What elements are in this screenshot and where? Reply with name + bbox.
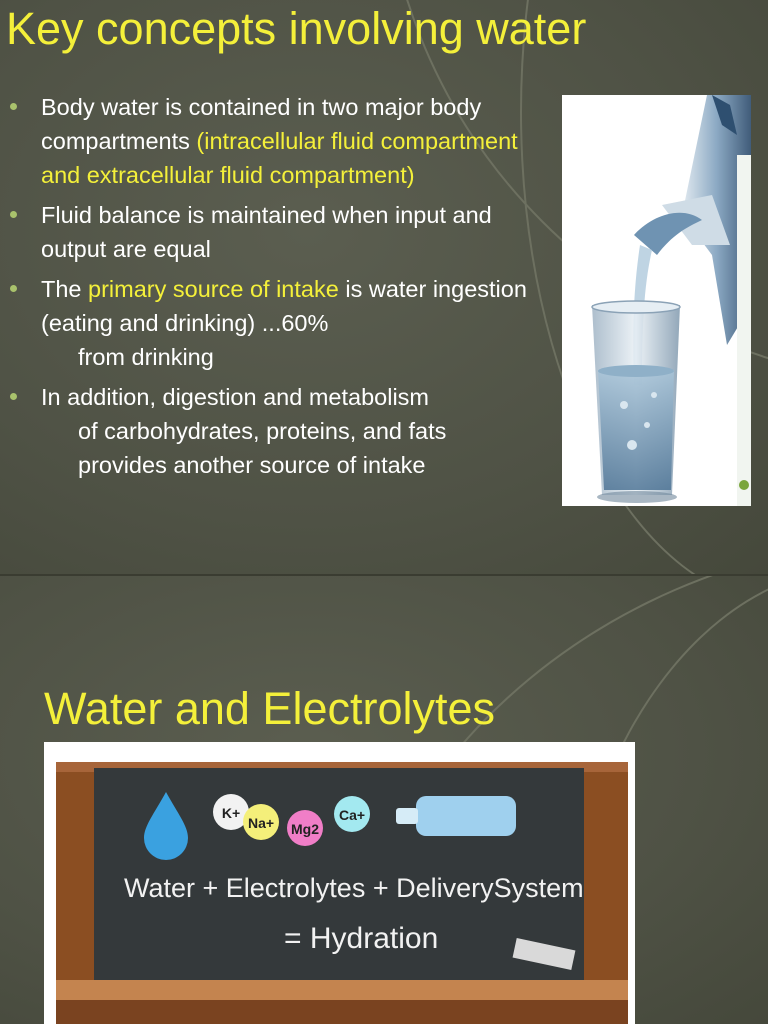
chalk-equation: Water + Electrolytes + DeliverySystem xyxy=(124,873,584,903)
ion-label: Ca+ xyxy=(338,807,366,823)
ion-label: K+ xyxy=(221,805,241,821)
bullet-dot-icon xyxy=(10,393,17,400)
ion-label: Na+ xyxy=(247,815,275,831)
water-glass-icon xyxy=(562,95,751,506)
bullet-highlight: (intracellular fluid compartment and extracellular fluid compartment) xyxy=(41,128,518,188)
bullet-dot-icon xyxy=(10,211,17,218)
bullet-continuation: of carbohydrates, proteins, and fats xyxy=(78,418,447,444)
bullet-text: is water ingestion (eating and drinking) ...60% xyxy=(41,276,527,336)
bullet-text: In addition, digestion and metabolism xyxy=(41,384,429,410)
slide-water-electrolytes xyxy=(0,576,768,1024)
slide-title: Water and Electrolytes xyxy=(44,683,496,734)
bullet-item xyxy=(6,380,554,482)
bullet-item xyxy=(6,272,554,374)
bullet-dot-icon xyxy=(10,285,17,292)
bullet-continuation: provides another source of intake xyxy=(78,452,426,478)
chalkboard-photo xyxy=(44,742,635,1024)
bullet-list xyxy=(6,90,554,488)
water-pouring-photo xyxy=(562,95,751,506)
bullet-text: Fluid balance is maintained when input and output are equal xyxy=(41,202,492,262)
bullet-dot-icon xyxy=(10,103,17,110)
bullet-item xyxy=(6,198,554,266)
chalk-result: = Hydration xyxy=(284,922,439,955)
bullet-text: Body water is contained in two major body compartments xyxy=(41,94,482,154)
bullet-item xyxy=(6,90,554,192)
bullet-text: The xyxy=(41,276,89,302)
bullet-continuation: from drinking xyxy=(78,344,214,370)
slide-title: Key concepts involving water xyxy=(6,3,587,54)
bullet-highlight: primary source of intake xyxy=(88,276,339,302)
chalkboard-icon xyxy=(44,742,635,1024)
ion-label: Mg2 xyxy=(291,821,319,837)
